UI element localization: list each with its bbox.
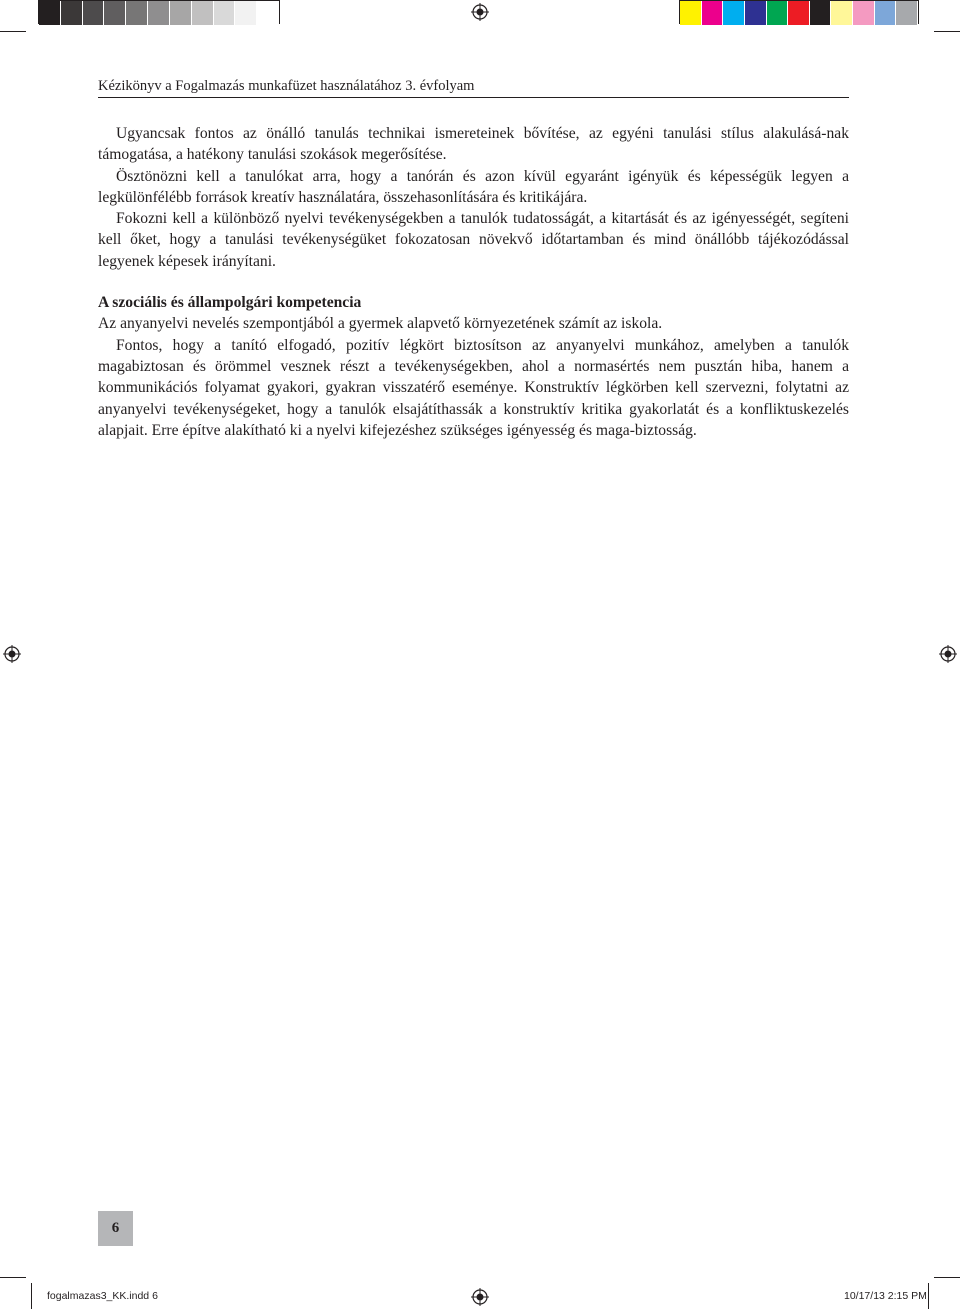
color-swatch [831,1,853,25]
crop-mark-top-right [934,31,960,32]
grey-swatch [126,1,148,25]
registration-mark-icon [471,3,489,21]
paragraph: Az anyanyelvi nevelés szempontjából a gyermek alapvető környezetének számít az iskola. [98,315,663,333]
registration-mark-icon [939,645,957,663]
grey-swatch [214,1,236,25]
paragraph: Fontos, hogy a tanító elfogadó, pozitív légkört biztosítson az anyanyelvi munkához, amelyben a tanulók magabiztosan és örömmel vesznek részt a tevékenységekben, ahol a normasértés nem pusztán hiba, hanem a kommunikációs folyamat gyakori, gyakran visszatérő eseménye. Konstruktív légkörben kell szervezni, folytatni az anyanyelvi tevékenységeket, hogy a tanulók elsajátíthassák a konstruktív kritika gyakorlatát és a konfliktuskezelés alapjait. Erre építve alakítható ki a nyelvi kifejezéshez szükséges igényesség és maga-biztosság. [98,336,849,439]
paragraph: Fokozni kell a különböző nyelvi tevékenységekben a tanulók tudatosságát, a kitartását és az igényességét, segíteni kell őket, hogy a tanulási tevékenységüket fokozatosan növekvő időtartamban és mind önállóbb tájékozódással legyenek képesek irányítani. [98,210,849,270]
color-swatch [788,1,810,25]
crop-mark-bottom-right-vertical [928,1283,929,1309]
grey-swatch [61,1,83,25]
registration-mark-icon [471,1288,489,1306]
grey-swatch [104,1,126,25]
grey-swatch [235,1,257,25]
color-swatch [680,1,702,25]
running-head: Kézikönyv a Fogalmazás munkafüzet használatához 3. évfolyam [98,78,849,98]
grey-calibration-bar [38,0,280,24]
grey-swatch [148,1,170,25]
grey-swatch [257,1,279,25]
color-swatch [810,1,832,25]
color-swatch [896,1,918,25]
crop-mark-bottom-left-vertical [31,1283,32,1309]
color-calibration-bar [679,0,919,24]
slug-date: 10/17/13 2:15 PM [844,1290,927,1302]
grey-swatch [170,1,192,25]
page-number: 6 [98,1211,133,1246]
crop-mark-top-left [0,31,26,32]
color-swatch [767,1,789,25]
paragraph: Ugyancsak fontos az önálló tanulás technikai ismereteinek bővítése, az egyéni tanulási stílus alakulásá-nak támogatása, a hatékony tanulási szokások megerősítése. [98,125,849,164]
registration-mark-icon [3,645,21,663]
grey-swatch [192,1,214,25]
color-swatch [745,1,767,25]
page-content [98,123,849,441]
grey-swatch [83,1,105,25]
crop-mark-bottom-right [934,1277,960,1278]
color-swatch [853,1,875,25]
color-swatch [702,1,724,25]
color-swatch [875,1,897,25]
section-heading: A szociális és állampolgári kompetencia [98,294,362,312]
paragraph: Ösztönözni kell a tanulókat arra, hogy a tanórán és azon kívül egyaránt igényük és képességük legyen a legkülönfélébb források kreatív használatára, összehasonlítására és kritikájára. [98,167,849,206]
color-swatch [723,1,745,25]
grey-swatch [39,1,61,25]
slug-file-name: fogalmazas3_KK.indd 6 [47,1290,158,1302]
crop-mark-bottom-left [0,1277,26,1278]
